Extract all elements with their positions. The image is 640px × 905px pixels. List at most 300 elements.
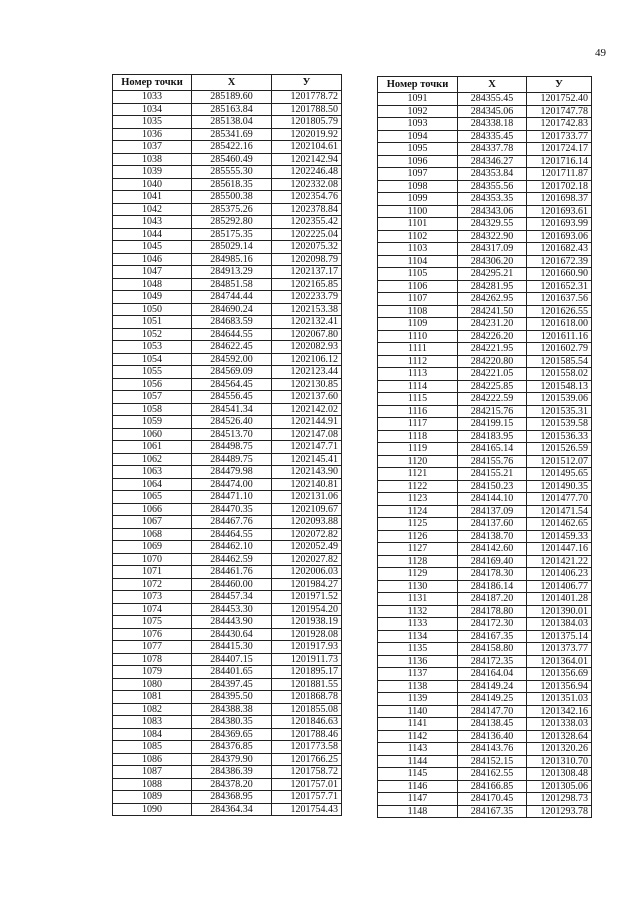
y-coordinate-cell: 1201477.70: [527, 493, 592, 506]
point-number-cell: 1111: [378, 343, 458, 356]
table-row: [378, 380, 592, 393]
y-coordinate-cell: 1201742.83: [527, 118, 592, 131]
point-number-cell: 1141: [378, 718, 458, 731]
y-coordinate-cell: 1201672.39: [527, 255, 592, 268]
table-row: [378, 643, 592, 656]
point-number-cell: 1081: [113, 691, 192, 704]
table-row: [378, 443, 592, 456]
point-number-cell: 1048: [113, 278, 192, 291]
table-row: [113, 453, 342, 466]
y-coordinate-cell: 1201711.87: [527, 168, 592, 181]
table-row: [113, 291, 342, 304]
point-number-cell: 1106: [378, 280, 458, 293]
header-y: У: [272, 75, 342, 91]
x-coordinate-cell: 284226.20: [458, 330, 527, 343]
table-row: [113, 741, 342, 754]
table-row: [378, 330, 592, 343]
x-coordinate-cell: 284744.44: [192, 291, 272, 304]
table-row: [113, 403, 342, 416]
y-coordinate-cell: 1201602.79: [527, 343, 592, 356]
x-coordinate-cell: 284376.85: [192, 741, 272, 754]
point-number-cell: 1065: [113, 491, 192, 504]
y-coordinate-cell: 1202355.42: [272, 216, 342, 229]
point-number-cell: 1059: [113, 416, 192, 429]
x-coordinate-cell: 284622.45: [192, 341, 272, 354]
y-coordinate-cell: 1201868.78: [272, 691, 342, 704]
x-coordinate-cell: 284165.14: [458, 443, 527, 456]
y-coordinate-cell: 1201660.90: [527, 268, 592, 281]
table-row: [113, 616, 342, 629]
table-row: [378, 180, 592, 193]
y-coordinate-cell: 1201539.06: [527, 393, 592, 406]
point-number-cell: 1068: [113, 528, 192, 541]
x-coordinate-cell: 284683.59: [192, 316, 272, 329]
table-row: [378, 118, 592, 131]
point-number-cell: 1115: [378, 393, 458, 406]
point-number-cell: 1060: [113, 428, 192, 441]
table-row: [113, 691, 342, 704]
y-coordinate-cell: 1201693.99: [527, 218, 592, 231]
x-coordinate-cell: 284513.70: [192, 428, 272, 441]
point-number-cell: 1094: [378, 130, 458, 143]
point-number-cell: 1088: [113, 778, 192, 791]
x-coordinate-cell: 285460.49: [192, 153, 272, 166]
point-number-cell: 1124: [378, 505, 458, 518]
x-coordinate-cell: 284471.10: [192, 491, 272, 504]
y-coordinate-cell: 1201406.77: [527, 580, 592, 593]
y-coordinate-cell: 1201447.16: [527, 543, 592, 556]
y-coordinate-cell: 1202006.03: [272, 566, 342, 579]
x-coordinate-cell: 284338.18: [458, 118, 527, 131]
x-coordinate-cell: 284178.80: [458, 605, 527, 618]
table-row: [378, 130, 592, 143]
x-coordinate-cell: 284222.59: [458, 393, 527, 406]
table-row: [378, 155, 592, 168]
y-coordinate-cell: 1201716.14: [527, 155, 592, 168]
point-number-cell: 1040: [113, 178, 192, 191]
x-coordinate-cell: 284368.95: [192, 791, 272, 804]
table-body-left: [113, 91, 342, 816]
x-coordinate-cell: 284137.09: [458, 505, 527, 518]
x-coordinate-cell: 284457.34: [192, 591, 272, 604]
y-coordinate-cell: 1201535.31: [527, 405, 592, 418]
y-coordinate-cell: 1201702.18: [527, 180, 592, 193]
y-coordinate-cell: 1201310.70: [527, 755, 592, 768]
table-row: [113, 416, 342, 429]
point-number-cell: 1083: [113, 716, 192, 729]
x-coordinate-cell: 284346.27: [458, 155, 527, 168]
point-number-cell: 1107: [378, 293, 458, 306]
table-row: [113, 428, 342, 441]
table-row: [113, 366, 342, 379]
point-number-cell: 1043: [113, 216, 192, 229]
table-row: [113, 328, 342, 341]
y-coordinate-cell: 1201911.73: [272, 653, 342, 666]
y-coordinate-cell: 1201757.01: [272, 778, 342, 791]
x-coordinate-cell: 284281.95: [458, 280, 527, 293]
x-coordinate-cell: 285189.60: [192, 91, 272, 104]
point-number-cell: 1041: [113, 191, 192, 204]
x-coordinate-cell: 284395.50: [192, 691, 272, 704]
y-coordinate-cell: 1201539.58: [527, 418, 592, 431]
x-coordinate-cell: 284150.23: [458, 480, 527, 493]
x-coordinate-cell: 284262.95: [458, 293, 527, 306]
y-coordinate-cell: 1202142.94: [272, 153, 342, 166]
x-coordinate-cell: 284443.90: [192, 616, 272, 629]
y-coordinate-cell: 1202130.85: [272, 378, 342, 391]
table-row: [113, 628, 342, 641]
y-coordinate-cell: 1202147.08: [272, 428, 342, 441]
table-row: [113, 466, 342, 479]
x-coordinate-cell: 284169.40: [458, 555, 527, 568]
x-coordinate-cell: 284913.29: [192, 266, 272, 279]
x-coordinate-cell: 284690.24: [192, 303, 272, 316]
x-coordinate-cell: 284147.70: [458, 705, 527, 718]
point-number-cell: 1125: [378, 518, 458, 531]
x-coordinate-cell: 284479.98: [192, 466, 272, 479]
x-coordinate-cell: 284136.40: [458, 730, 527, 743]
point-number-cell: 1144: [378, 755, 458, 768]
table-row: [113, 516, 342, 529]
point-number-cell: 1050: [113, 303, 192, 316]
table-row: [113, 91, 342, 104]
page-number: 49: [595, 47, 606, 59]
x-coordinate-cell: 284138.70: [458, 530, 527, 543]
table-row: [113, 178, 342, 191]
y-coordinate-cell: 1201773.58: [272, 741, 342, 754]
table-row: [113, 103, 342, 116]
table-row: [113, 491, 342, 504]
table-row: [113, 266, 342, 279]
x-coordinate-cell: 284380.35: [192, 716, 272, 729]
table-row: [378, 505, 592, 518]
table-row: [378, 543, 592, 556]
y-coordinate-cell: 1201682.43: [527, 243, 592, 256]
x-coordinate-cell: 284415.30: [192, 641, 272, 654]
y-coordinate-cell: 1202137.17: [272, 266, 342, 279]
x-coordinate-cell: 284564.45: [192, 378, 272, 391]
x-coordinate-cell: 284220.80: [458, 355, 527, 368]
y-coordinate-cell: 1202082.93: [272, 341, 342, 354]
table-row: [113, 778, 342, 791]
table-row: [113, 603, 342, 616]
x-coordinate-cell: 285292.80: [192, 216, 272, 229]
x-coordinate-cell: 284386.39: [192, 766, 272, 779]
x-coordinate-cell: 284231.20: [458, 318, 527, 331]
y-coordinate-cell: 1201698.37: [527, 193, 592, 206]
x-coordinate-cell: 284317.09: [458, 243, 527, 256]
point-number-cell: 1139: [378, 693, 458, 706]
table-header-row: [113, 75, 342, 91]
y-coordinate-cell: 1201356.69: [527, 668, 592, 681]
y-coordinate-cell: 1201752.40: [527, 93, 592, 106]
table-row: [113, 716, 342, 729]
x-coordinate-cell: 284241.50: [458, 305, 527, 318]
x-coordinate-cell: 284335.45: [458, 130, 527, 143]
point-number-cell: 1062: [113, 453, 192, 466]
point-number-cell: 1123: [378, 493, 458, 506]
y-coordinate-cell: 1201788.46: [272, 728, 342, 741]
y-coordinate-cell: 1202027.82: [272, 553, 342, 566]
table-row: [378, 655, 592, 668]
y-coordinate-cell: 1201733.77: [527, 130, 592, 143]
table-row: [378, 530, 592, 543]
table-row: [113, 116, 342, 129]
table-row: [113, 391, 342, 404]
table-row: [113, 641, 342, 654]
table-row: [378, 430, 592, 443]
point-number-cell: 1074: [113, 603, 192, 616]
x-coordinate-cell: 284556.45: [192, 391, 272, 404]
point-number-cell: 1035: [113, 116, 192, 129]
point-number-cell: 1092: [378, 105, 458, 118]
point-number-cell: 1036: [113, 128, 192, 141]
table-row: [378, 143, 592, 156]
table-row: [378, 455, 592, 468]
x-coordinate-cell: 284138.45: [458, 718, 527, 731]
x-coordinate-cell: 284430.64: [192, 628, 272, 641]
table-row: [113, 653, 342, 666]
y-coordinate-cell: 1202145.41: [272, 453, 342, 466]
point-number-cell: 1071: [113, 566, 192, 579]
x-coordinate-cell: 284172.30: [458, 618, 527, 631]
y-coordinate-cell: 1201308.48: [527, 768, 592, 781]
point-number-cell: 1054: [113, 353, 192, 366]
y-coordinate-cell: 1201637.56: [527, 293, 592, 306]
table-row: [113, 378, 342, 391]
point-number-cell: 1121: [378, 468, 458, 481]
point-number-cell: 1140: [378, 705, 458, 718]
point-number-cell: 1138: [378, 680, 458, 693]
x-coordinate-cell: 284526.40: [192, 416, 272, 429]
y-coordinate-cell: 1201805.79: [272, 116, 342, 129]
x-coordinate-cell: 284142.60: [458, 543, 527, 556]
x-coordinate-cell: 284851.58: [192, 278, 272, 291]
table-row: [113, 253, 342, 266]
x-coordinate-cell: 284172.35: [458, 655, 527, 668]
point-number-cell: 1049: [113, 291, 192, 304]
point-number-cell: 1067: [113, 516, 192, 529]
point-number-cell: 1064: [113, 478, 192, 491]
table-row: [378, 243, 592, 256]
point-number-cell: 1056: [113, 378, 192, 391]
point-number-cell: 1037: [113, 141, 192, 154]
x-coordinate-cell: 284353.35: [458, 193, 527, 206]
y-coordinate-cell: 1202144.91: [272, 416, 342, 429]
x-coordinate-cell: 284183.95: [458, 430, 527, 443]
y-coordinate-cell: 1202233.79: [272, 291, 342, 304]
x-coordinate-cell: 285029.14: [192, 241, 272, 254]
y-coordinate-cell: 1201356.94: [527, 680, 592, 693]
y-coordinate-cell: 1201846.63: [272, 716, 342, 729]
x-coordinate-cell: 284187.20: [458, 593, 527, 606]
table-row: [113, 316, 342, 329]
point-number-cell: 1082: [113, 703, 192, 716]
y-coordinate-cell: 1202019.92: [272, 128, 342, 141]
table-row: [378, 618, 592, 631]
x-coordinate-cell: 284388.38: [192, 703, 272, 716]
table-row: [378, 755, 592, 768]
x-coordinate-cell: 285500.38: [192, 191, 272, 204]
x-coordinate-cell: 284329.55: [458, 218, 527, 231]
x-coordinate-cell: 284164.04: [458, 668, 527, 681]
y-coordinate-cell: 1201971.52: [272, 591, 342, 604]
y-coordinate-cell: 1201406.23: [527, 568, 592, 581]
y-coordinate-cell: 1202106.12: [272, 353, 342, 366]
y-coordinate-cell: 1201618.00: [527, 318, 592, 331]
point-number-cell: 1132: [378, 605, 458, 618]
x-coordinate-cell: 284462.59: [192, 553, 272, 566]
x-coordinate-cell: 284378.20: [192, 778, 272, 791]
point-number-cell: 1080: [113, 678, 192, 691]
table-row: [378, 105, 592, 118]
x-coordinate-cell: 284186.14: [458, 580, 527, 593]
point-number-cell: 1129: [378, 568, 458, 581]
table-row: [113, 666, 342, 679]
point-number-cell: 1042: [113, 203, 192, 216]
point-number-cell: 1061: [113, 441, 192, 454]
table-row: [378, 605, 592, 618]
y-coordinate-cell: 1201373.77: [527, 643, 592, 656]
x-coordinate-cell: 284221.95: [458, 343, 527, 356]
x-coordinate-cell: 284155.76: [458, 455, 527, 468]
coordinates-table-left: [112, 74, 342, 816]
point-number-cell: 1097: [378, 168, 458, 181]
y-coordinate-cell: 1201342.16: [527, 705, 592, 718]
point-number-cell: 1084: [113, 728, 192, 741]
x-coordinate-cell: 284167.35: [458, 805, 527, 818]
point-number-cell: 1147: [378, 793, 458, 806]
table-row: [378, 305, 592, 318]
point-number-cell: 1135: [378, 643, 458, 656]
x-coordinate-cell: 284541.34: [192, 403, 272, 416]
x-coordinate-cell: 284355.56: [458, 180, 527, 193]
y-coordinate-cell: 1201693.61: [527, 205, 592, 218]
point-number-cell: 1131: [378, 593, 458, 606]
y-coordinate-cell: 1201471.54: [527, 505, 592, 518]
point-number-cell: 1055: [113, 366, 192, 379]
x-coordinate-cell: 284322.90: [458, 230, 527, 243]
table-row: [378, 468, 592, 481]
y-coordinate-cell: 1202246.48: [272, 166, 342, 179]
point-number-cell: 1103: [378, 243, 458, 256]
y-coordinate-cell: 1202132.41: [272, 316, 342, 329]
x-coordinate-cell: 284166.85: [458, 780, 527, 793]
x-coordinate-cell: 284401.65: [192, 666, 272, 679]
y-coordinate-cell: 1202131.06: [272, 491, 342, 504]
table-row: [113, 553, 342, 566]
table-row: [378, 668, 592, 681]
point-number-cell: 1108: [378, 305, 458, 318]
y-coordinate-cell: 1201298.73: [527, 793, 592, 806]
point-number-cell: 1100: [378, 205, 458, 218]
x-coordinate-cell: 284152.15: [458, 755, 527, 768]
table-row: [378, 805, 592, 818]
y-coordinate-cell: 1201626.55: [527, 305, 592, 318]
x-coordinate-cell: 284569.09: [192, 366, 272, 379]
x-coordinate-cell: 284295.21: [458, 268, 527, 281]
y-coordinate-cell: 1201766.25: [272, 753, 342, 766]
point-number-cell: 1046: [113, 253, 192, 266]
point-number-cell: 1119: [378, 443, 458, 456]
y-coordinate-cell: 1202165.85: [272, 278, 342, 291]
coordinates-table-right: [377, 76, 592, 818]
table-row: [378, 405, 592, 418]
point-number-cell: 1110: [378, 330, 458, 343]
y-coordinate-cell: 1201895.17: [272, 666, 342, 679]
table-row: [378, 693, 592, 706]
y-coordinate-cell: 1202067.80: [272, 328, 342, 341]
x-coordinate-cell: 284498.75: [192, 441, 272, 454]
x-coordinate-cell: 284225.85: [458, 380, 527, 393]
x-coordinate-cell: 284345.06: [458, 105, 527, 118]
point-number-cell: 1109: [378, 318, 458, 331]
table-row: [378, 630, 592, 643]
point-number-cell: 1069: [113, 541, 192, 554]
y-coordinate-cell: 1201928.08: [272, 628, 342, 641]
table-row: [113, 528, 342, 541]
point-number-cell: 1130: [378, 580, 458, 593]
point-number-cell: 1104: [378, 255, 458, 268]
y-coordinate-cell: 1201652.31: [527, 280, 592, 293]
x-coordinate-cell: 285618.35: [192, 178, 272, 191]
x-coordinate-cell: 284178.30: [458, 568, 527, 581]
x-coordinate-cell: 285175.35: [192, 228, 272, 241]
point-number-cell: 1142: [378, 730, 458, 743]
x-coordinate-cell: 284144.10: [458, 493, 527, 506]
point-number-cell: 1143: [378, 743, 458, 756]
y-coordinate-cell: 1201548.13: [527, 380, 592, 393]
point-number-cell: 1090: [113, 803, 192, 816]
x-coordinate-cell: 284167.35: [458, 630, 527, 643]
x-coordinate-cell: 284162.55: [458, 768, 527, 781]
point-number-cell: 1076: [113, 628, 192, 641]
x-coordinate-cell: 284467.76: [192, 516, 272, 529]
header-point-number: Номер точки: [378, 77, 458, 93]
y-coordinate-cell: 1201855.08: [272, 703, 342, 716]
table-row: [113, 791, 342, 804]
table-row: [378, 280, 592, 293]
x-coordinate-cell: 285341.69: [192, 128, 272, 141]
table-row: [113, 541, 342, 554]
x-coordinate-cell: 284215.76: [458, 405, 527, 418]
table-row: [378, 730, 592, 743]
x-coordinate-cell: 285375.26: [192, 203, 272, 216]
point-number-cell: 1034: [113, 103, 192, 116]
x-coordinate-cell: 284149.25: [458, 693, 527, 706]
y-coordinate-cell: 1201526.59: [527, 443, 592, 456]
point-number-cell: 1134: [378, 630, 458, 643]
header-point-number: Номер точки: [113, 75, 192, 91]
table-row: [378, 393, 592, 406]
x-coordinate-cell: 284353.84: [458, 168, 527, 181]
y-coordinate-cell: 1201984.27: [272, 578, 342, 591]
table-row: [378, 555, 592, 568]
point-number-cell: 1098: [378, 180, 458, 193]
point-number-cell: 1102: [378, 230, 458, 243]
y-coordinate-cell: 1201390.01: [527, 605, 592, 618]
x-coordinate-cell: 284985.16: [192, 253, 272, 266]
point-number-cell: 1145: [378, 768, 458, 781]
point-number-cell: 1085: [113, 741, 192, 754]
x-coordinate-cell: 284464.55: [192, 528, 272, 541]
y-coordinate-cell: 1202072.82: [272, 528, 342, 541]
y-coordinate-cell: 1201788.50: [272, 103, 342, 116]
table-row: [378, 318, 592, 331]
x-coordinate-cell: 284143.76: [458, 743, 527, 756]
y-coordinate-cell: 1201512.07: [527, 455, 592, 468]
y-coordinate-cell: 1201757.71: [272, 791, 342, 804]
